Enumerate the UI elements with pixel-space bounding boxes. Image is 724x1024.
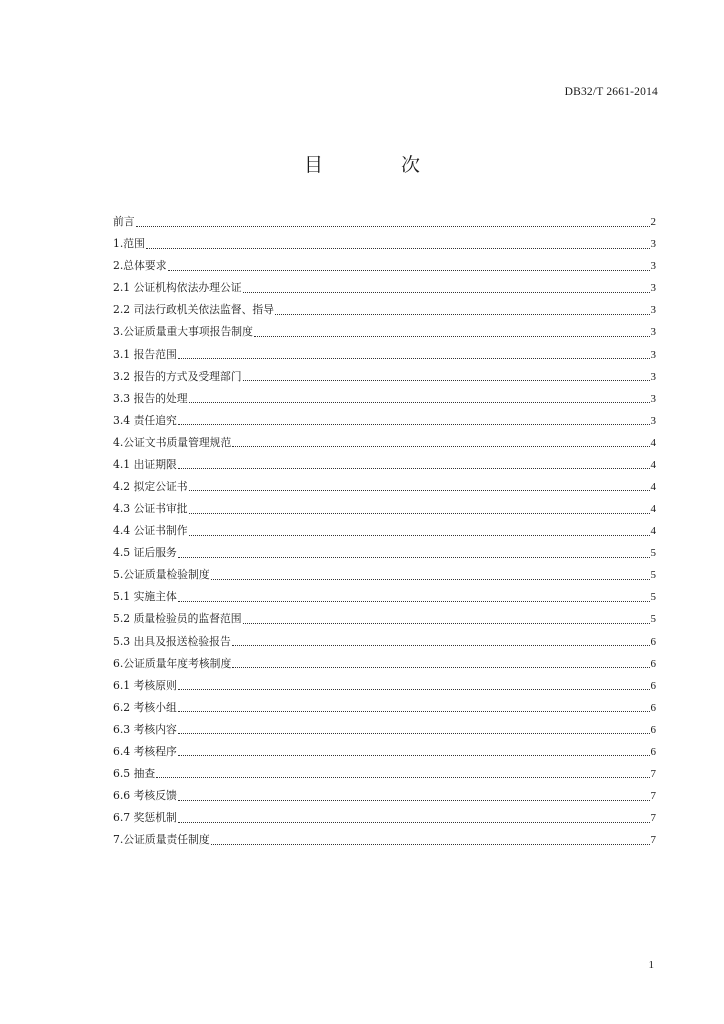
- toc-dot-leader: [189, 489, 650, 491]
- toc-entry-page: 3: [650, 414, 656, 427]
- toc-entry[interactable]: [113, 255, 656, 277]
- toc-dot-leader: [178, 600, 650, 602]
- toc-dot-leader: [232, 666, 649, 668]
- toc-entry-label: 6.1 考核原则: [113, 678, 177, 692]
- toc-entry-page: 3: [650, 326, 656, 339]
- toc-entry[interactable]: [113, 586, 656, 608]
- toc-entry-page: 6: [650, 679, 656, 692]
- toc-entry-label: 3.1 报告范围: [113, 347, 177, 361]
- toc-dot-leader: [146, 247, 650, 249]
- toc-entry[interactable]: [113, 432, 656, 454]
- toc-entry-page: 5: [650, 569, 656, 582]
- toc-entry-label: 2.总体要求: [113, 259, 167, 273]
- toc-entry[interactable]: [113, 321, 656, 343]
- toc-entry[interactable]: [113, 719, 656, 741]
- toc-title: 目 次: [303, 154, 457, 176]
- toc-entry-page: 5: [650, 591, 656, 604]
- toc-entry-page: 6: [650, 635, 656, 648]
- toc-dot-leader: [232, 445, 649, 447]
- toc-dot-leader: [243, 291, 650, 293]
- toc-entry-page: 7: [650, 767, 656, 780]
- toc-entry-label: 3.2 报告的方式及受理部门: [113, 369, 242, 383]
- document-code: DB32/T 2661-2014: [564, 86, 658, 98]
- toc-entry-page: 4: [650, 480, 656, 493]
- toc-entry-page: 7: [650, 834, 656, 847]
- toc-entry[interactable]: [113, 697, 656, 719]
- toc-dot-leader: [243, 379, 650, 381]
- toc-dot-leader: [178, 467, 650, 469]
- toc-entry-page: 4: [650, 436, 656, 449]
- toc-entry-label: 3.3 报告的处理: [113, 391, 188, 405]
- toc-entry[interactable]: [113, 608, 656, 630]
- toc-entry[interactable]: [113, 763, 656, 785]
- toc-dot-leader: [189, 401, 650, 403]
- toc-dot-leader: [178, 688, 650, 690]
- toc-dot-leader: [189, 534, 650, 536]
- page-number: 1: [648, 959, 654, 971]
- toc-entry-label: 5.1 实施主体: [113, 590, 177, 604]
- toc-entry-page: 3: [650, 392, 656, 405]
- toc-entry[interactable]: [113, 498, 656, 520]
- toc-entry[interactable]: [113, 299, 656, 321]
- toc-entry-page: 3: [650, 260, 656, 273]
- toc-entry-page: 6: [650, 723, 656, 736]
- toc-entry-label: 3.公证质量重大事项报告制度: [113, 325, 253, 339]
- toc-entry-label: 5.2 质量检验员的监督范围: [113, 612, 242, 626]
- toc-dot-leader: [136, 225, 650, 227]
- toc-entry[interactable]: [113, 630, 656, 652]
- toc-dot-leader: [178, 710, 650, 712]
- toc-dot-leader: [211, 578, 650, 580]
- toc-dot-leader: [178, 732, 650, 734]
- toc-entry-page: 3: [650, 304, 656, 317]
- toc-entry[interactable]: [113, 211, 656, 233]
- toc-entry-label: 前言: [113, 215, 135, 229]
- toc-entry-label: 6.3 考核内容: [113, 722, 177, 736]
- toc-entry[interactable]: [113, 807, 656, 829]
- toc-entry[interactable]: [113, 233, 656, 255]
- toc-entry-page: 7: [650, 790, 656, 803]
- toc-entry-label: 6.公证质量年度考核制度: [113, 656, 232, 670]
- toc-dot-leader: [254, 335, 650, 337]
- toc-entry-label: 4.2 拟定公证书: [113, 479, 188, 493]
- toc-entry[interactable]: [113, 829, 656, 851]
- toc-entry-label: 3.4 责任追究: [113, 413, 177, 427]
- toc-entry-label: 4.3 公证书审批: [113, 502, 188, 516]
- toc-entry-label: 6.4 考核程序: [113, 744, 177, 758]
- toc-dot-leader: [189, 512, 650, 514]
- toc-dot-leader: [232, 644, 650, 646]
- toc-dot-leader: [178, 556, 650, 558]
- toc-entry[interactable]: [113, 476, 656, 498]
- toc-entry-page: 3: [650, 238, 656, 251]
- toc-entry[interactable]: [113, 388, 656, 410]
- toc-entry[interactable]: [113, 454, 656, 476]
- toc-dot-leader: [156, 776, 649, 778]
- toc-entry-label: 5.公证质量检验制度: [113, 568, 210, 582]
- toc-entry[interactable]: [113, 785, 656, 807]
- toc-entry[interactable]: [113, 410, 656, 432]
- toc-entry[interactable]: [113, 343, 656, 365]
- toc-entry-label: 4.1 出证期限: [113, 457, 177, 471]
- toc-entry[interactable]: [113, 675, 656, 697]
- toc-entry-label: 4.5 证后服务: [113, 546, 177, 560]
- toc-entry-label: 6.6 考核反馈: [113, 789, 177, 803]
- toc-dot-leader: [178, 821, 650, 823]
- toc-entry-label: 2.1 公证机构依法办理公证: [113, 281, 242, 295]
- toc-dot-leader: [178, 423, 650, 425]
- toc-dot-leader: [178, 799, 650, 801]
- toc-dot-leader: [168, 269, 650, 271]
- toc-entry-page: 6: [650, 701, 656, 714]
- toc-entry-page: 4: [650, 458, 656, 471]
- toc-entry-page: 5: [650, 613, 656, 626]
- toc-entry-page: 4: [650, 503, 656, 516]
- toc-entry-page: 2: [650, 216, 656, 229]
- toc-entry-page: 3: [650, 348, 656, 361]
- toc-entry-page: 3: [650, 282, 656, 295]
- toc-entry-page: 7: [650, 812, 656, 825]
- toc-dot-leader: [211, 843, 650, 845]
- toc-entry[interactable]: [113, 564, 656, 586]
- toc-entry-page: 6: [650, 745, 656, 758]
- toc-entry-label: 7.公证质量责任制度: [113, 833, 210, 847]
- toc-dot-leader: [178, 754, 650, 756]
- table-of-contents: [113, 211, 656, 851]
- toc-entry[interactable]: [113, 741, 656, 763]
- toc-entry-label: 6.7 奖惩机制: [113, 811, 177, 825]
- toc-entry[interactable]: [113, 520, 656, 542]
- toc-entry-page: 6: [650, 657, 656, 670]
- toc-entry[interactable]: [113, 542, 656, 564]
- toc-entry-page: 5: [650, 547, 656, 560]
- toc-entry[interactable]: [113, 653, 656, 675]
- toc-entry-label: 6.2 考核小组: [113, 700, 177, 714]
- toc-entry-label: 6.5 抽查: [113, 766, 156, 780]
- toc-dot-leader: [275, 313, 650, 315]
- toc-dot-leader: [243, 622, 650, 624]
- toc-entry-label: 5.3 出具及报送检验报告: [113, 634, 231, 648]
- toc-entry-label: 2.2 司法行政机关依法监督、指导: [113, 303, 274, 317]
- toc-entry-page: 3: [650, 370, 656, 383]
- toc-entry-label: 1.范围: [113, 237, 145, 251]
- toc-entry[interactable]: [113, 366, 656, 388]
- toc-dot-leader: [178, 357, 650, 359]
- toc-entry-page: 4: [650, 525, 656, 538]
- toc-entry-label: 4.公证文书质量管理规范: [113, 435, 232, 449]
- toc-entry-label: 4.4 公证书制作: [113, 524, 188, 538]
- toc-entry[interactable]: [113, 277, 656, 299]
